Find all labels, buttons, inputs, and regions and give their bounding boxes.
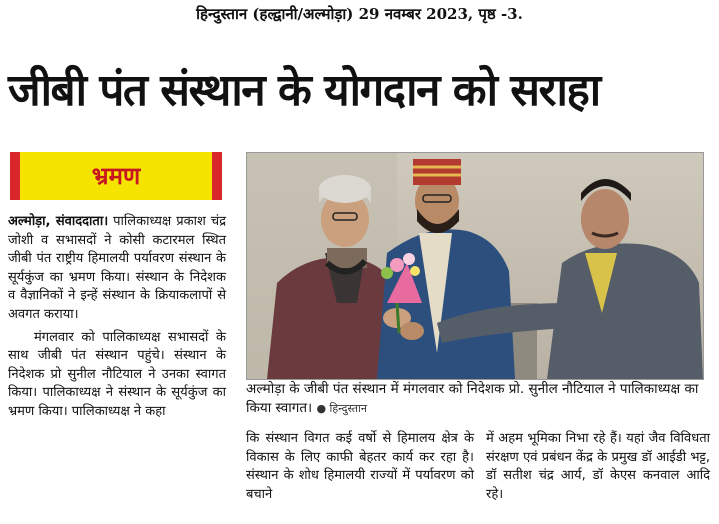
photo-caption <box>246 380 706 418</box>
photo-illustration <box>247 153 703 379</box>
source-citation: हिन्दुस्तान (हल्द्वानी/अल्मोड़ा) 29 नवम्बर 2023, पृष्ठ -3. <box>196 5 523 23</box>
article-column-1 <box>8 213 226 422</box>
article-paragraph-2: मंगलवार को पालिकाध्यक्ष सभासदों के साथ जीबी पंत संस्थान पहुंचे। संस्थान के निदेशक प्रो सुनील नौटियाल ने उनका स्वागत किया। पालिकाध्यक्ष ने संस्थान के सूर्यकुंज का भ्रमण किया। पालिकाध्यक्ष ने कहा <box>8 329 226 419</box>
caption-text: अल्मोड़ा के जीबी पंत संस्थान में मंगलवार को निदेशक प्रो. सुनील नौटियाल ने पालिकाध्यक्ष का किया स्वागत। <box>246 381 699 416</box>
news-photo <box>246 152 704 380</box>
section-tag: भ्रमण <box>10 152 222 200</box>
article-column-3: में अहम भूमिका निभा रहे हैं। यहां जैव विविधता संरक्षण एवं प्रबंधन केंद्र के प्रमुख डॉ आईडी भट्ट, डॉ सतीश चंद्र आर्य, डॉ केएस कनवाल आदि रहे। <box>486 431 710 502</box>
paragraph-1-text: पालिकाध्यक्ष प्रकाश चंद्र जोशी व सभासदों ने कोसी कटारमल स्थित जीबी पंत राष्ट्रीय हिमालयी पर्यावरण संस्थान के सूर्यकुंज का भ्रमण किया। संस्थान के निदेशक व वैज्ञानिकों ने इन्हें संस्थान के क्रियाकलापों से अवगत कराया। <box>8 214 226 322</box>
article-paragraph-1 <box>8 213 226 325</box>
photo-credit: ● हिन्दुस्तान <box>316 402 367 415</box>
article-column-2: कि संस्थान विगत कई वर्षो से हिमालय क्षेत्र के विकास के लिए काफी बेहतर कार्य कर रहा है। संस्थान के शोध हिमालयी राज्यों में पर्यावरण को बचाने <box>246 431 474 502</box>
headline: जीबी पंत संस्थान के योगदान को सराहा <box>8 65 600 116</box>
dateline: अल्मोड़ा, संवाददाता। <box>8 214 109 229</box>
